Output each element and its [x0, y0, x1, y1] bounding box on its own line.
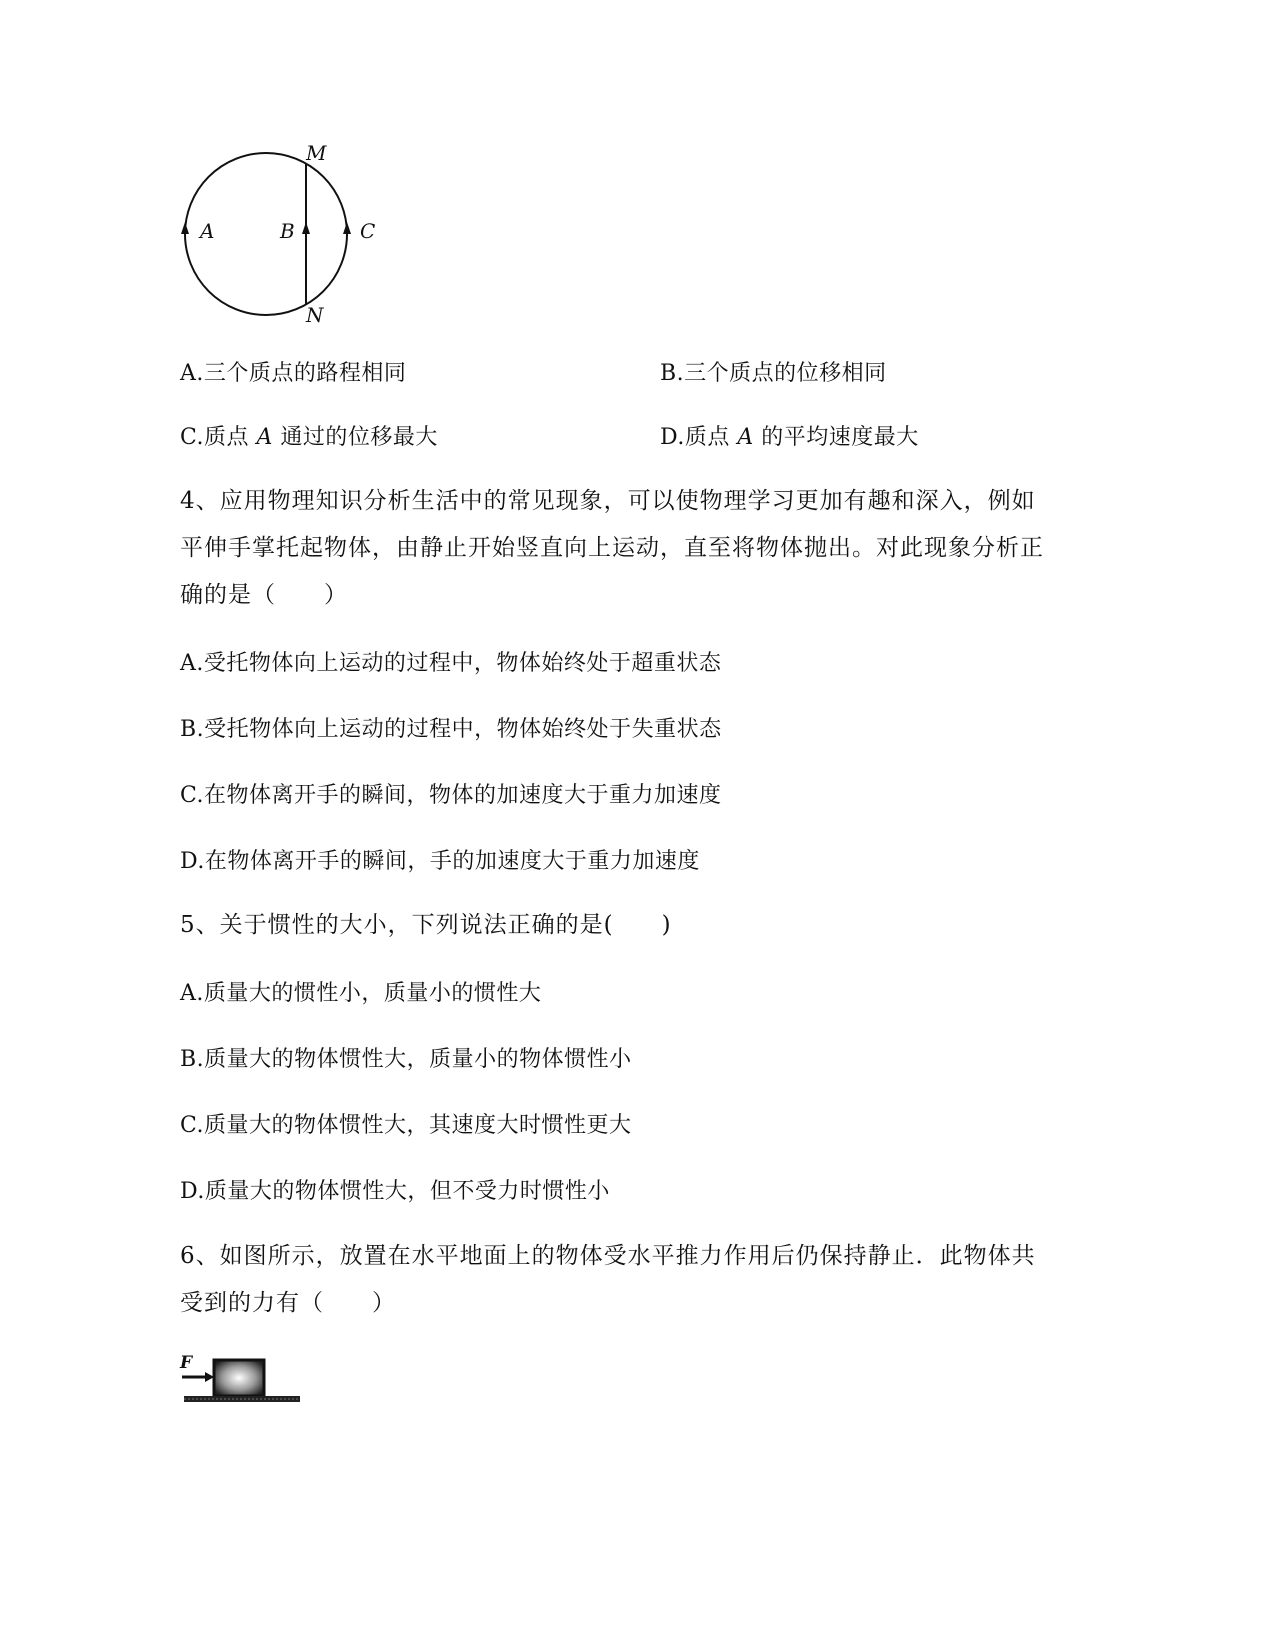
label-m: M: [306, 141, 327, 165]
arrow-b-icon: [302, 222, 310, 234]
q4-stem: [180, 478, 1060, 619]
q4-option-d: D.在物体离开手的瞬间，手的加速度大于重力加速度: [180, 849, 700, 874]
q3-option-c: [180, 421, 438, 455]
q5-option-b: B.质量大的物体惯性大，质量小的物体惯性小: [180, 1047, 632, 1072]
q5-stem: 5、关于惯性的大小，下列说法正确的是( ): [180, 912, 672, 938]
q3-option-c-prefix: C.质点: [180, 425, 257, 450]
q3-option-d-prefix: D.质点: [660, 425, 738, 450]
q6-stem: [180, 1233, 1060, 1327]
q3-option-b: B.三个质点的位移相同: [660, 361, 887, 386]
q4-stem-line: 4、应用物理知识分析生活中的常见现象，可以使物理学习更加有趣和深入，例如: [180, 488, 1036, 514]
q3-option-a: A.三个质点的路程相同: [180, 361, 407, 386]
q4-option-b: B.受托物体向上运动的过程中，物体始终处于失重状态: [180, 717, 722, 742]
q3-option-d-suffix: 的平均速度最大: [753, 425, 919, 450]
block: [214, 1360, 264, 1396]
q3-option-d-var: A: [737, 425, 754, 450]
q4-option-c: C.在物体离开手的瞬间，物体的加速度大于重力加速度: [180, 783, 722, 808]
q5-option-a: A.质量大的惯性小，质量小的惯性大: [180, 981, 542, 1006]
force-label-f: F: [180, 1353, 193, 1373]
arrow-c-icon: [343, 222, 351, 234]
label-n: N: [306, 303, 324, 327]
q5-option-c: C.质量大的物体惯性大，其速度大时惯性更大: [180, 1113, 632, 1138]
label-b: B: [280, 219, 295, 243]
q3-option-c-var: A: [256, 425, 273, 450]
q5-option-d: D.质量大的物体惯性大，但不受力时惯性小: [180, 1179, 610, 1204]
q4-option-a: A.受托物体向上运动的过程中，物体始终处于超重状态: [180, 651, 722, 676]
q4-stem-line: 平伸手掌托起物体，由静止开始竖直向上运动，直至将物体抛出。对此现象分析正: [180, 535, 1044, 561]
circle-path-diagram: [170, 138, 400, 338]
arrow-a-icon: [181, 222, 189, 234]
label-a: A: [200, 219, 215, 243]
q6-stem-line: 受到的力有（ ）: [180, 1290, 396, 1316]
q6-stem-line: 6、如图所示，放置在水平地面上的物体受水平推力作用后仍保持静止．此物体共: [180, 1243, 1036, 1269]
block-force-diagram: [178, 1348, 308, 1408]
q4-stem-line: 确的是（ ）: [180, 582, 348, 608]
q3-option-d: [660, 421, 919, 455]
q3-option-c-suffix: 通过的位移最大: [272, 425, 438, 450]
label-c: C: [360, 219, 376, 243]
